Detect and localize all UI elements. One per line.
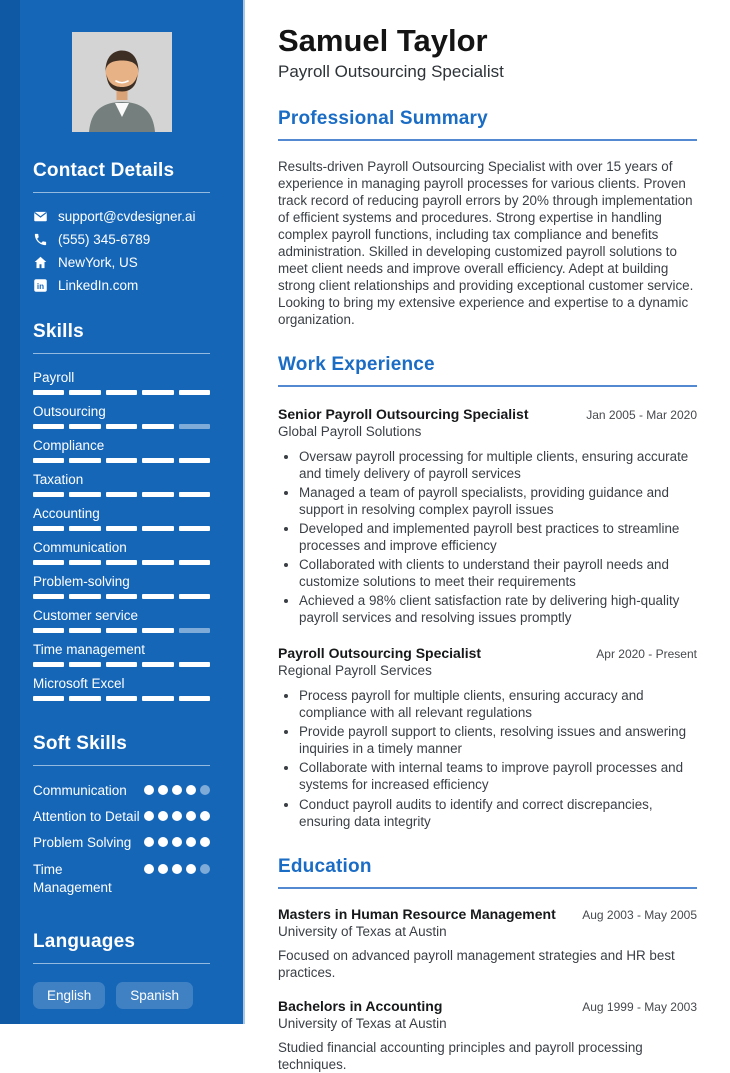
skill-segment-filled xyxy=(179,458,210,463)
skill-item xyxy=(33,574,210,599)
skill-segment-filled xyxy=(69,628,100,633)
main-content xyxy=(245,0,730,1072)
soft-skill-name: Time Management xyxy=(33,861,112,895)
skill-segment-filled xyxy=(142,696,173,701)
rating-dot-filled xyxy=(172,837,182,847)
skill-segment-empty xyxy=(179,424,210,429)
skill-segment-filled xyxy=(106,696,137,701)
contact-section xyxy=(33,160,210,293)
contact-item xyxy=(33,209,210,224)
skill-name: Communication xyxy=(33,540,127,555)
skill-segment-filled xyxy=(106,458,137,463)
soft-skill-item xyxy=(33,861,210,897)
skill-level-bar xyxy=(33,696,210,701)
skill-name: Problem-solving xyxy=(33,574,130,589)
contact-text: (555) 345-6789 xyxy=(58,232,151,247)
soft-skill-name: Communication xyxy=(33,783,127,798)
soft-skills-title: Soft Skills xyxy=(33,733,210,766)
experience-title: Work Experience xyxy=(278,354,697,387)
job-bullet: • Process payroll for multiple clients, ensuring accuracy and compliance with all relevant regulations xyxy=(299,687,697,721)
skill-segment-filled xyxy=(69,390,100,395)
contact-item xyxy=(33,232,210,247)
skill-segment-filled xyxy=(106,526,137,531)
skill-segment-filled xyxy=(33,594,64,599)
skill-segment-filled xyxy=(69,424,100,429)
job-header xyxy=(278,406,697,422)
degree-header xyxy=(278,906,697,922)
skill-segment-filled xyxy=(69,526,100,531)
skill-name: Customer service xyxy=(33,608,139,623)
rating-dot-filled xyxy=(186,864,196,874)
rating-dot-filled xyxy=(158,864,168,874)
contact-title: Contact Details xyxy=(33,160,210,193)
skill-segment-filled xyxy=(33,662,64,667)
skill-segment-filled xyxy=(69,696,100,701)
degree-entry xyxy=(278,998,697,1073)
job-title: Senior Payroll Outsourcing Specialist xyxy=(278,406,529,423)
skill-item xyxy=(33,370,210,395)
rating-dot-filled xyxy=(144,811,154,821)
avatar xyxy=(72,32,172,132)
rating-dot-empty xyxy=(200,864,210,874)
skill-segment-filled xyxy=(33,560,64,565)
soft-skill-rating xyxy=(144,861,210,874)
skill-segment-filled xyxy=(179,696,210,701)
job-dates: Jan 2005 - Mar 2020 xyxy=(586,408,697,423)
job-company: Global Payroll Solutions xyxy=(278,424,422,440)
degree-description: Focused on advanced payroll management strategies and HR best practices. xyxy=(278,947,675,980)
skill-segment-filled xyxy=(106,594,137,599)
job-header xyxy=(278,645,697,661)
skills-list xyxy=(33,370,210,701)
experience-section xyxy=(278,354,697,829)
contact-text: NewYork, US xyxy=(58,255,138,270)
contact-text: support@cvdesigner.ai xyxy=(58,209,196,224)
skill-level-bar xyxy=(33,424,210,429)
summary-title: Professional Summary xyxy=(278,108,697,141)
skill-name: Outsourcing xyxy=(33,404,106,419)
home-icon xyxy=(33,255,48,270)
profile-photo-illustration xyxy=(72,32,172,132)
degree-school: University of Texas at Austin xyxy=(278,1015,447,1031)
rating-dot-filled xyxy=(172,864,182,874)
skill-level-bar xyxy=(33,526,210,531)
contact-text: LinkedIn.com xyxy=(58,278,139,293)
skill-segment-filled xyxy=(106,662,137,667)
skill-item xyxy=(33,472,210,497)
rating-dot-filled xyxy=(200,811,210,821)
sidebar xyxy=(0,0,245,1024)
skill-level-bar xyxy=(33,594,210,599)
rating-dot-filled xyxy=(186,785,196,795)
sidebar-accent-stripe xyxy=(0,0,20,1024)
skill-segment-filled xyxy=(179,594,210,599)
soft-skills-list xyxy=(33,782,210,897)
skill-segment-filled xyxy=(179,492,210,497)
contact-item xyxy=(33,278,210,293)
soft-skill-rating xyxy=(144,834,210,847)
job-entry xyxy=(278,406,697,626)
degree-dates: Aug 2003 - May 2005 xyxy=(582,907,697,922)
soft-skill-name: Attention to Detail xyxy=(33,809,140,825)
skill-name: Accounting xyxy=(33,506,100,521)
languages-list xyxy=(33,982,210,1009)
skill-segment-filled xyxy=(33,696,64,701)
degree-header xyxy=(278,998,697,1014)
rating-dot-empty xyxy=(200,785,210,795)
skill-item xyxy=(33,642,210,667)
rating-dot-filled xyxy=(186,837,196,847)
skill-level-bar xyxy=(33,458,210,463)
linkedin-icon xyxy=(33,278,48,293)
skill-name: Compliance xyxy=(33,438,105,453)
skill-segment-filled xyxy=(33,458,64,463)
job-bullet: • Oversaw payroll processing for multiple clients, ensuring accurate and timely delivery of payroll services xyxy=(299,448,697,482)
mail-icon xyxy=(33,209,48,224)
skill-name: Microsoft Excel xyxy=(33,676,125,691)
skill-segment-filled xyxy=(142,594,173,599)
rating-dot-filled xyxy=(144,837,154,847)
job-company: Regional Payroll Services xyxy=(278,663,432,679)
summary-section xyxy=(278,108,697,328)
languages-title: Languages xyxy=(33,931,210,964)
skill-level-bar xyxy=(33,492,210,497)
job-bullets xyxy=(278,687,697,829)
skill-segment-filled xyxy=(179,560,210,565)
skill-segment-filled xyxy=(106,560,137,565)
skill-segment-filled xyxy=(142,526,173,531)
rating-dot-filled xyxy=(200,837,210,847)
skill-segment-filled xyxy=(33,526,64,531)
skill-item xyxy=(33,506,210,531)
skill-segment-filled xyxy=(142,492,173,497)
jobs-list xyxy=(278,406,697,829)
soft-skill-item xyxy=(33,782,210,800)
skill-segment-filled xyxy=(142,628,173,633)
skill-item xyxy=(33,608,210,633)
person-name: Samuel Taylor xyxy=(278,23,488,58)
rating-dot-filled xyxy=(172,785,182,795)
degree-school: University of Texas at Austin xyxy=(278,923,447,939)
contact-item xyxy=(33,255,210,270)
skill-segment-filled xyxy=(69,560,100,565)
job-dates: Apr 2020 - Present xyxy=(596,647,697,662)
skill-item xyxy=(33,676,210,701)
skill-segment-filled xyxy=(106,492,137,497)
rating-dot-filled xyxy=(158,837,168,847)
degrees-list xyxy=(278,906,697,1073)
language-pill: English xyxy=(33,982,105,1009)
education-title: Education xyxy=(278,856,697,889)
skill-segment-filled xyxy=(142,458,173,463)
skill-segment-filled xyxy=(33,492,64,497)
job-bullet: • Provide payroll support to clients, resolving issues and answering inquiries in a timely manner xyxy=(299,723,697,757)
phone-icon xyxy=(33,232,48,247)
person-job-title: Payroll Outsourcing Specialist xyxy=(278,62,504,82)
skill-item xyxy=(33,438,210,463)
skill-segment-filled xyxy=(142,560,173,565)
skill-level-bar xyxy=(33,390,210,395)
skill-segment-filled xyxy=(33,390,64,395)
rating-dot-filled xyxy=(172,811,182,821)
job-bullet: • Achieved a 98% client satisfaction rate by delivering high-quality payroll services and resolving issues promptly xyxy=(299,592,697,626)
skill-segment-filled xyxy=(142,662,173,667)
soft-skill-rating xyxy=(144,782,210,795)
soft-skills-section xyxy=(33,733,210,897)
skills-title: Skills xyxy=(33,321,210,354)
skill-segment-filled xyxy=(33,628,64,633)
skill-level-bar xyxy=(33,628,210,633)
skill-segment-filled xyxy=(33,424,64,429)
contact-list xyxy=(33,209,210,293)
skill-segment-filled xyxy=(179,526,210,531)
soft-skill-item xyxy=(33,834,210,852)
job-bullet: • Developed and implemented payroll best practices to streamline processes and improve efficiency xyxy=(299,520,697,554)
degree-description: Studied financial accounting principles and payroll processing techniques. xyxy=(278,1039,643,1072)
skill-name: Taxation xyxy=(33,472,84,487)
skill-name: Time management xyxy=(33,642,146,657)
skill-segment-filled xyxy=(142,390,173,395)
summary-text: Results-driven Payroll Outsourcing Specialist with over 15 years of experience in managing payroll processes for various clients. Proven track record of reducing payroll errors by 20% through implementation of efficient systems and procedures. Strong expertise in handling complex payroll functions, including tax compliance and benefits administration. Skilled in developing customized payroll solutions to meet client needs and improve overall efficiency. Adept at building strong client relationships and providing exceptional customer service. Looking to bring my extensive experience and expertise to a dynamic organization. xyxy=(278,159,694,328)
skill-segment-filled xyxy=(106,628,137,633)
job-bullet: • Managed a team of payroll specialists, providing guidance and support in resolving complex payroll issues xyxy=(299,484,697,518)
degree-title: Masters in Human Resource Management xyxy=(278,905,556,922)
soft-skill-rating xyxy=(144,808,210,821)
rating-dot-filled xyxy=(186,811,196,821)
skill-segment-filled xyxy=(106,390,137,395)
skill-segment-filled xyxy=(142,424,173,429)
skills-section xyxy=(33,321,210,701)
skill-segment-filled xyxy=(69,492,100,497)
job-bullets xyxy=(278,448,697,626)
rating-dot-filled xyxy=(158,785,168,795)
skill-level-bar xyxy=(33,662,210,667)
skill-segment-filled xyxy=(69,458,100,463)
soft-skill-item xyxy=(33,808,210,826)
degree-entry xyxy=(278,906,697,981)
rating-dot-filled xyxy=(144,864,154,874)
job-bullet: • Collaborate with internal teams to improve payroll processes and systems for increased efficiency xyxy=(299,759,697,793)
skill-segment-empty xyxy=(179,628,210,633)
languages-section xyxy=(33,931,210,1009)
job-bullet: • Conduct payroll audits to identify and correct discrepancies, ensuring data integrity xyxy=(299,796,697,830)
degree-dates: Aug 1999 - May 2003 xyxy=(582,999,697,1014)
soft-skill-name: Problem Solving xyxy=(33,835,132,851)
skill-item xyxy=(33,540,210,565)
education-section xyxy=(278,856,697,1073)
skill-item xyxy=(33,404,210,429)
svg-text:in: in xyxy=(36,281,45,291)
skill-segment-filled xyxy=(69,594,100,599)
job-title: Payroll Outsourcing Specialist xyxy=(278,645,482,662)
job-entry xyxy=(278,645,697,829)
skill-level-bar xyxy=(33,560,210,565)
rating-dot-filled xyxy=(144,785,154,795)
skill-segment-filled xyxy=(179,662,210,667)
skill-segment-filled xyxy=(69,662,100,667)
rating-dot-filled xyxy=(158,811,168,821)
job-bullet: • Collaborated with clients to understand their payroll needs and customize solutions to meet their requirements xyxy=(299,556,697,590)
skill-segment-filled xyxy=(106,424,137,429)
skill-segment-filled xyxy=(179,390,210,395)
skill-name: Payroll xyxy=(33,370,75,385)
language-pill: Spanish xyxy=(116,982,193,1009)
degree-title: Bachelors in Accounting xyxy=(278,997,443,1014)
